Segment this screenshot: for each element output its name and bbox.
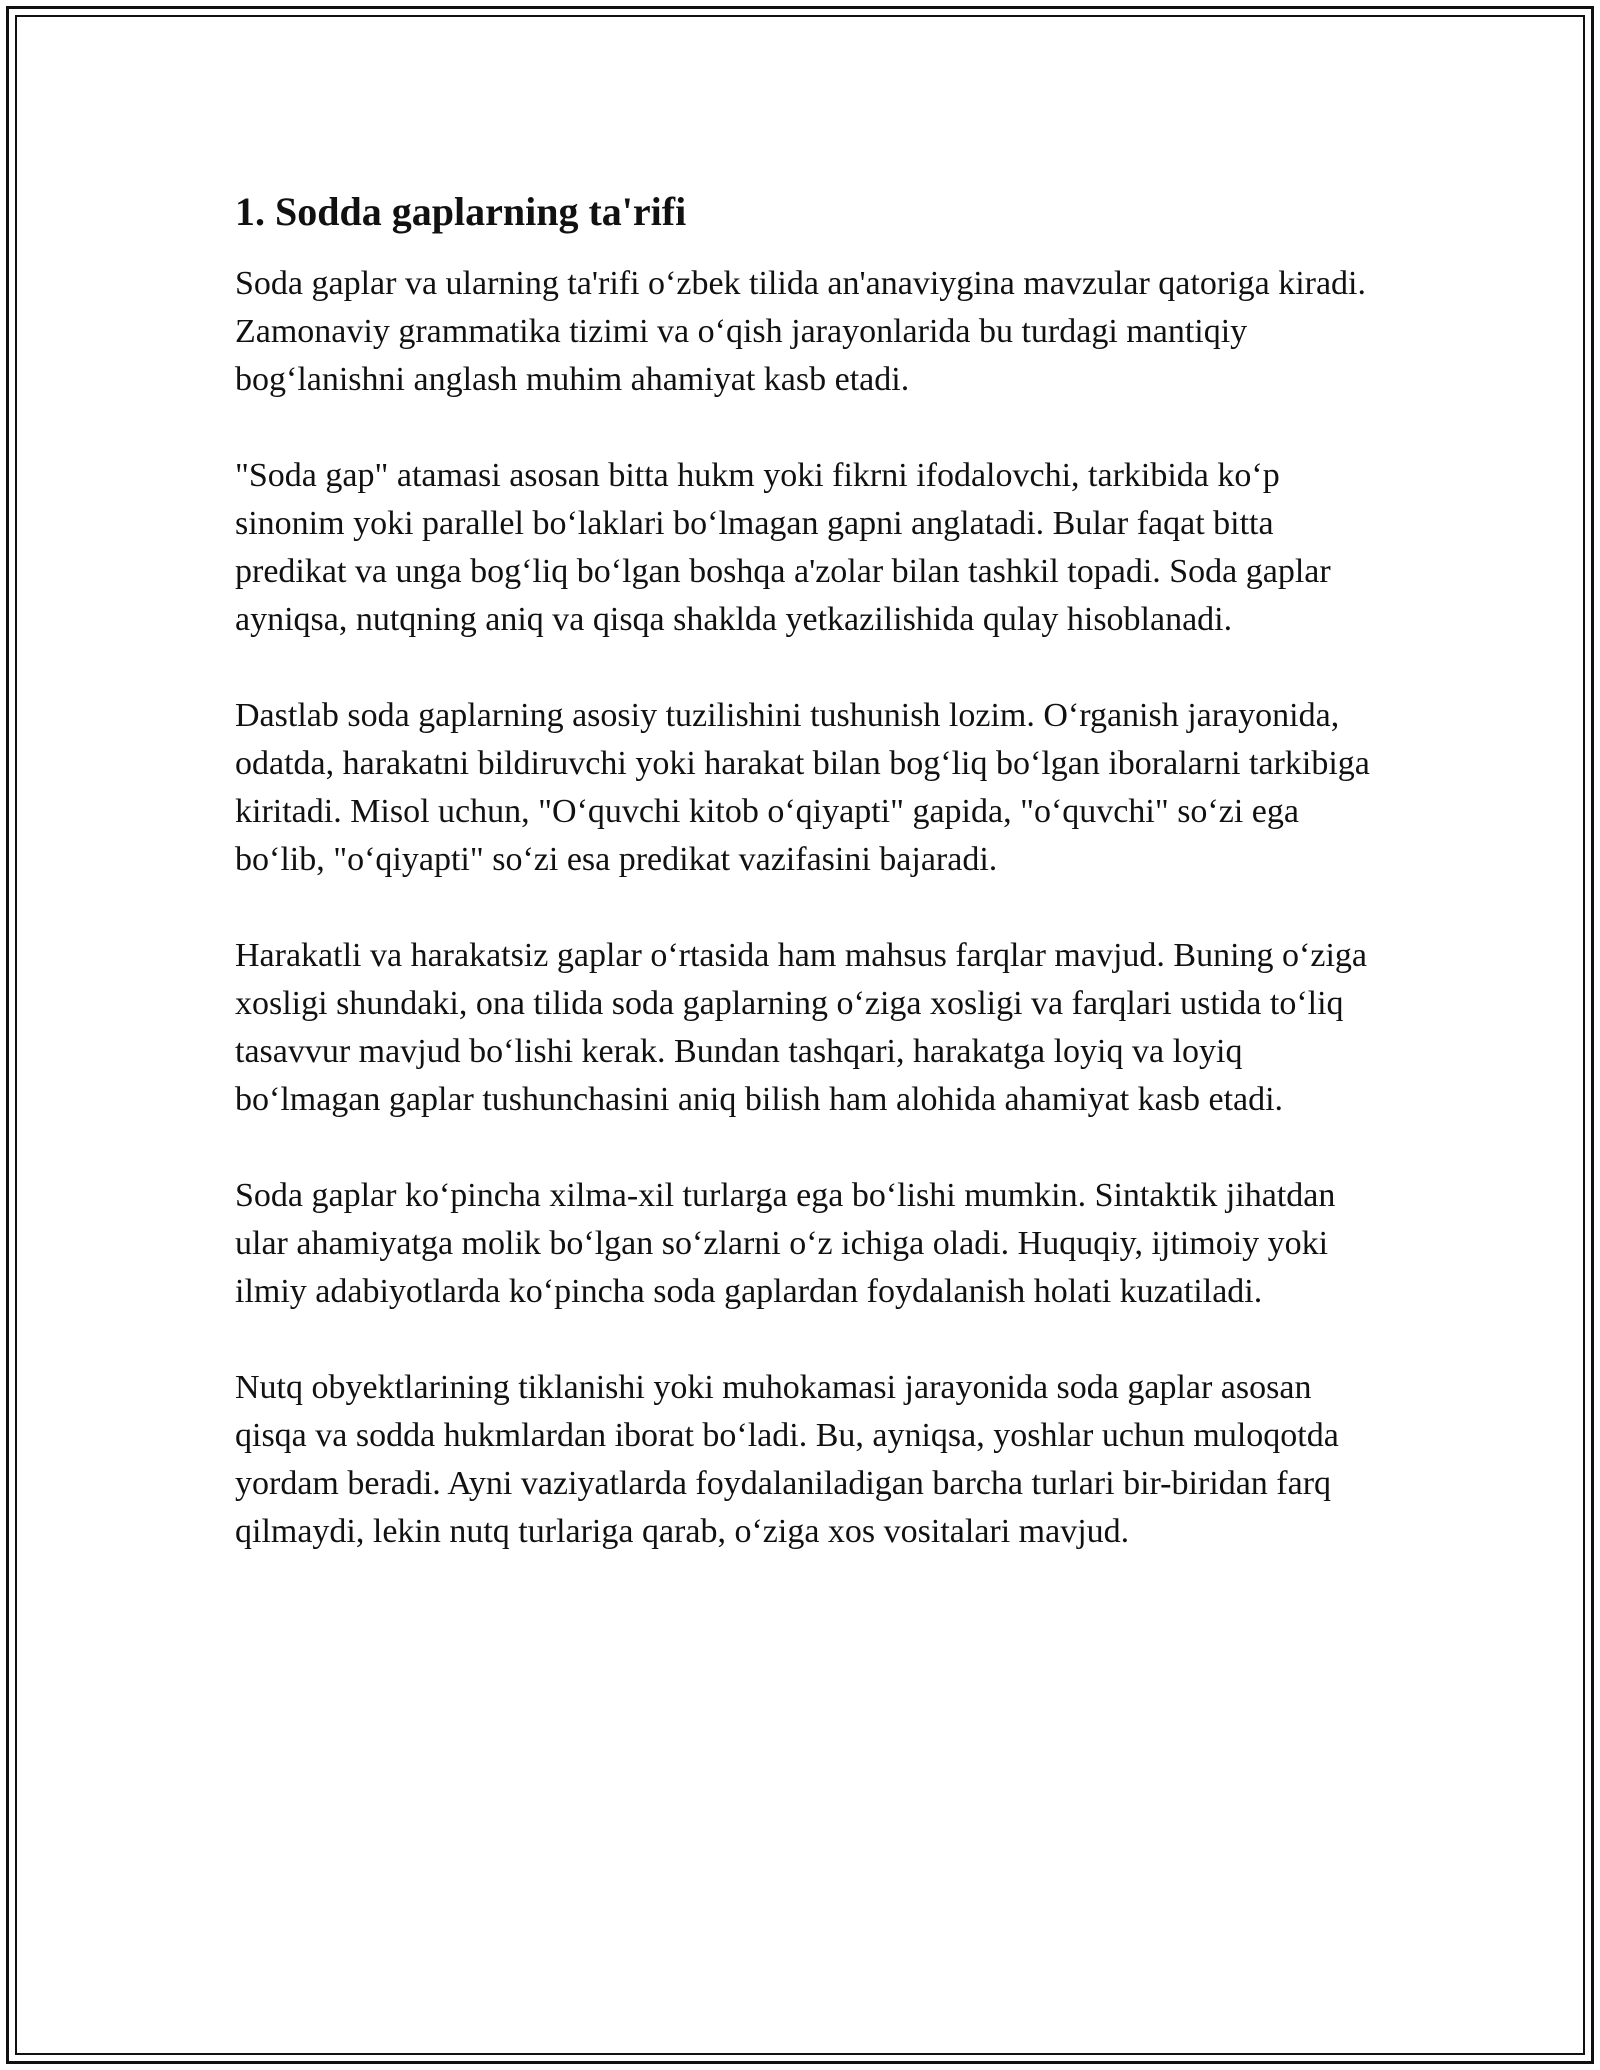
paragraph-5: Soda gaplar ko‘pincha xilma-xil turlarga ega bo‘lishi mumkin. Sintaktik jihatdan ular ahamiyatga molik bo‘lgan so‘zlarni o‘z ichiga oladi. Huquqiy, ijtimoiy yoki ilmiy adabiyotlarda ko‘pincha soda gaplardan foydalanish holati kuzatiladi. (235, 1177, 1336, 1310)
document-body (235, 188, 1375, 1556)
section-title: 1. Sodda gaplarning ta'rifi (235, 189, 687, 234)
paragraph-1: Soda gaplar va ularning ta'rifi o‘zbek tilida an'anaviygina mavzular qatoriga kiradi. Zamonaviy grammatika tizimi va o‘qish jarayonlarida bu turdagi mantiqiy bog‘lanishni anglash muhim ahamiyat kasb etadi. (235, 265, 1366, 398)
paragraph-2: "Soda gap" atamasi asosan bitta hukm yoki fikrni ifodalovchi, tarkibida ko‘p sinonim yoki parallel bo‘laklari bo‘lmagan gapni anglatadi. Bular faqat bitta predikat va unga bog‘liq bo‘lgan boshqa a'zolar bilan tashkil topadi. Soda gaplar ayniqsa, nutqning aniq va qisqa shaklda yetkazilishida qulay hisoblanadi. (235, 457, 1331, 638)
paragraph-6: Nutq obyektlarining tiklanishi yoki muhokamasi jarayonida soda gaplar asosan qisqa va sodda hukmlardan iborat bo‘ladi. Bu, ayniqsa, yoshlar uchun muloqotda yordam beradi. Ayni vaziyatlarda foydalaniladigan barcha turlari bir-biridan farq qilmaydi, lekin nutq turlariga qarab, o‘ziga xos vositalari mavjud. (235, 1369, 1339, 1550)
paragraph-4: Harakatli va harakatsiz gaplar o‘rtasida ham mahsus farqlar mavjud. Buning o‘ziga xosligi shundaki, ona tilida soda gaplarning o‘ziga xosligi va farqlari ustida to‘liq tasavvur mavjud bo‘lishi kerak. Bundan tashqari, harakatga loyiq va loyiq bo‘lmagan gaplar tushunchasini aniq bilish ham alohida ahamiyat kasb etadi. (235, 937, 1367, 1118)
paragraph-3: Dastlab soda gaplarning asosiy tuzilishini tushunish lozim. O‘rganish jarayonida, odatda, harakatni bildiruvchi yoki harakat bilan bog‘liq bo‘lgan iboralarni tarkibiga kiritadi. Misol uchun, "O‘quvchi kitob o‘qiyapti" gapida, "o‘quvchi" so‘zi ega bo‘lib, "o‘qiyapti" so‘zi esa predikat vazifasini bajaradi. (235, 697, 1370, 878)
